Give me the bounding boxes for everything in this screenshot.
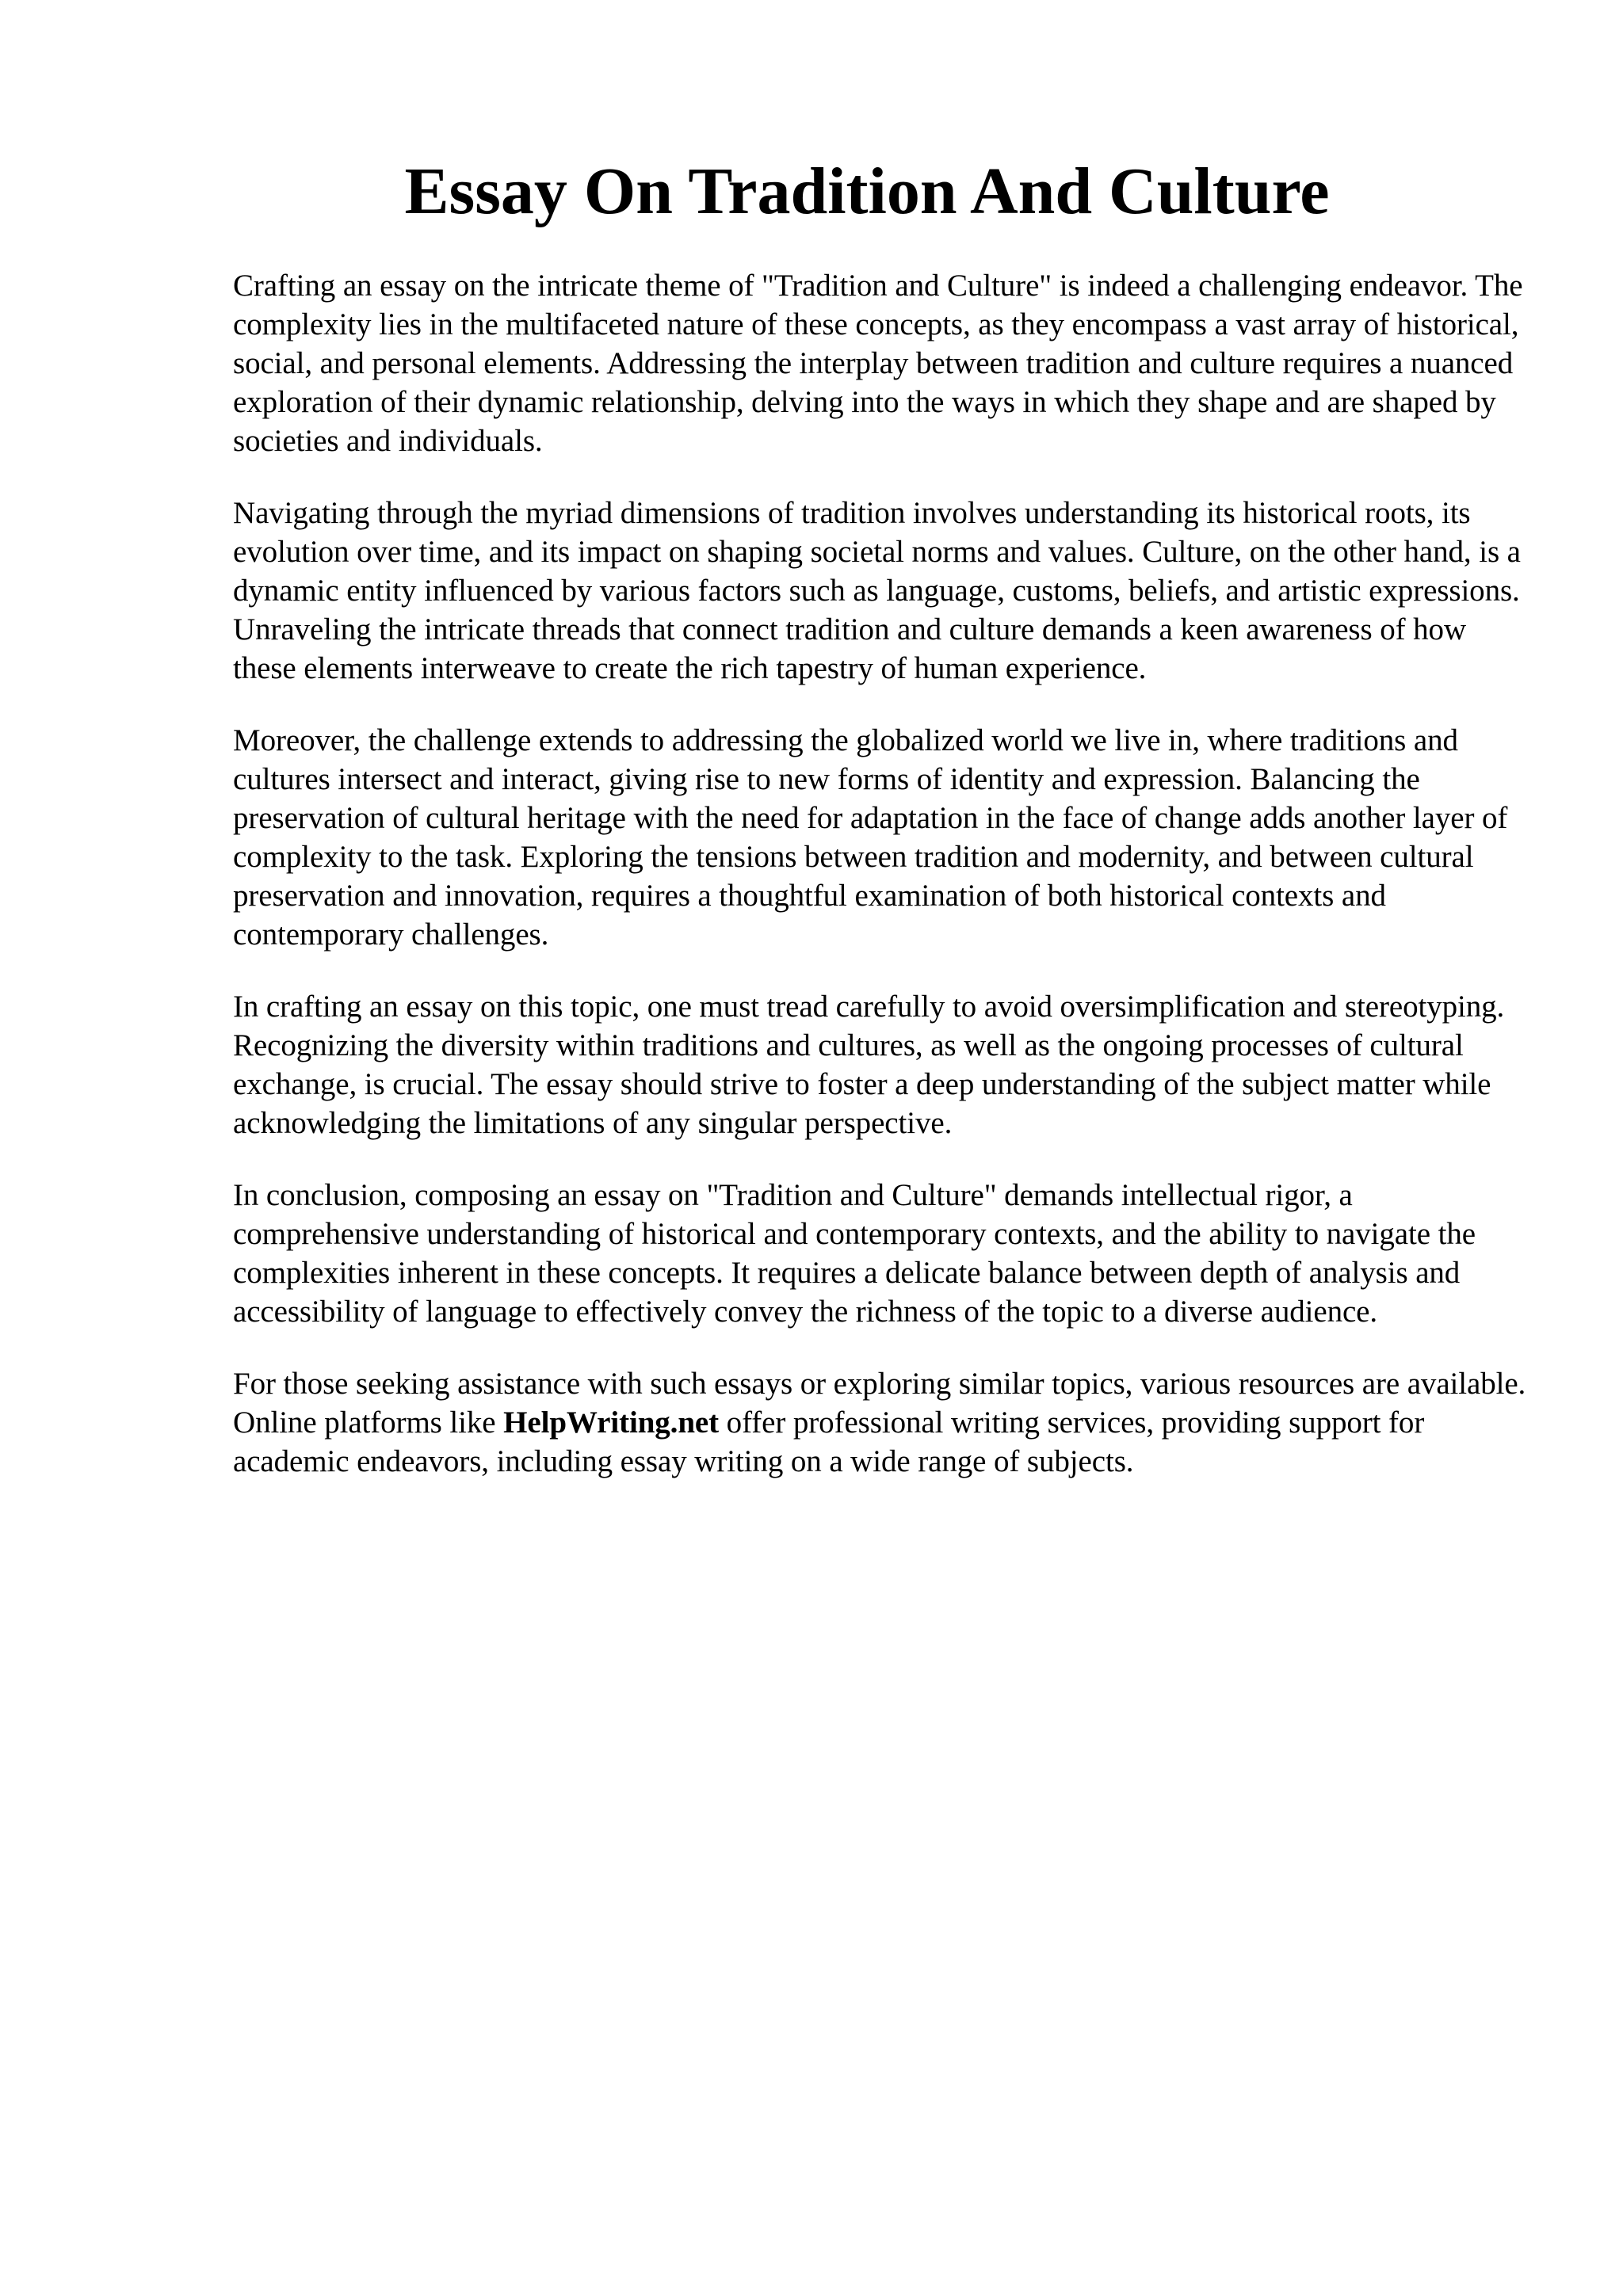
paragraph-4: In crafting an essay on this topic, one must tread carefully to avoid oversimplification and stereotyping. Recognizing the diversity within traditions and cultures, as well as the ongoing processes of cultural exchange, is crucial. The essay should strive to foster a deep understanding of the subject matter while acknowledging the limitations of any singular perspective.	[233, 990, 1505, 1140]
paragraph-6	[233, 1364, 1528, 1481]
paragraph-6-after: offer professional writing services, providing support for academic endeavors, including essay writing on a wide range of subjects.	[233, 1405, 1425, 1478]
paragraph-2: Navigating through the myriad dimensions of tradition involves understanding its historical roots, its evolution over time, and its impact on shaping societal norms and values. Culture, on the other hand, is a dynamic entity influenced by various factors such as language, customs, beliefs, and artistic expressions. Unraveling the intricate threads that connect tradition and culture demands a keen awareness of how these elements interweave to create the rich tapestry of human experience.	[233, 496, 1521, 685]
paragraph-3: Moreover, the challenge extends to addressing the globalized world we live in, where traditions and cultures intersect and interact, giving rise to new forms of identity and expression. Balancing the preservation of cultural heritage with the need for adaptation in the face of change adds another layer of complexity to the task. Exploring the tensions between tradition and modernity, and between cultural preservation and innovation, requires a thoughtful examination of both historical contexts and contemporary challenges.	[233, 723, 1508, 952]
paragraph-5: In conclusion, composing an essay on "Tradition and Culture" demands intellectual rigor, a comprehensive understanding of historical and contemporary contexts, and the ability to navigate the complexities inherent in these concepts. It requires a delicate balance between depth of analysis and accessibility of language to effectively convey the richness of the topic to a diverse audience.	[233, 1178, 1476, 1329]
paragraph-6-before: For those seeking assistance with such essays or exploring similar topics, various resources are available. Online platforms like	[233, 1367, 1526, 1440]
document-title: Essay On Tradition And Culture	[404, 154, 1330, 228]
brand-name: HelpWriting.net	[503, 1405, 720, 1440]
paragraph-1: Crafting an essay on the intricate theme of "Tradition and Culture" is indeed a challenging endeavor. The complexity lies in the multifaceted nature of these concepts, as they encompass a vast array of historical, social, and personal elements. Addressing the interplay between tradition and culture requires a nuanced exploration of their dynamic relationship, delving into the ways in which they shape and are shaped by societies and individuals.	[233, 269, 1523, 458]
document-body	[233, 266, 1528, 1514]
